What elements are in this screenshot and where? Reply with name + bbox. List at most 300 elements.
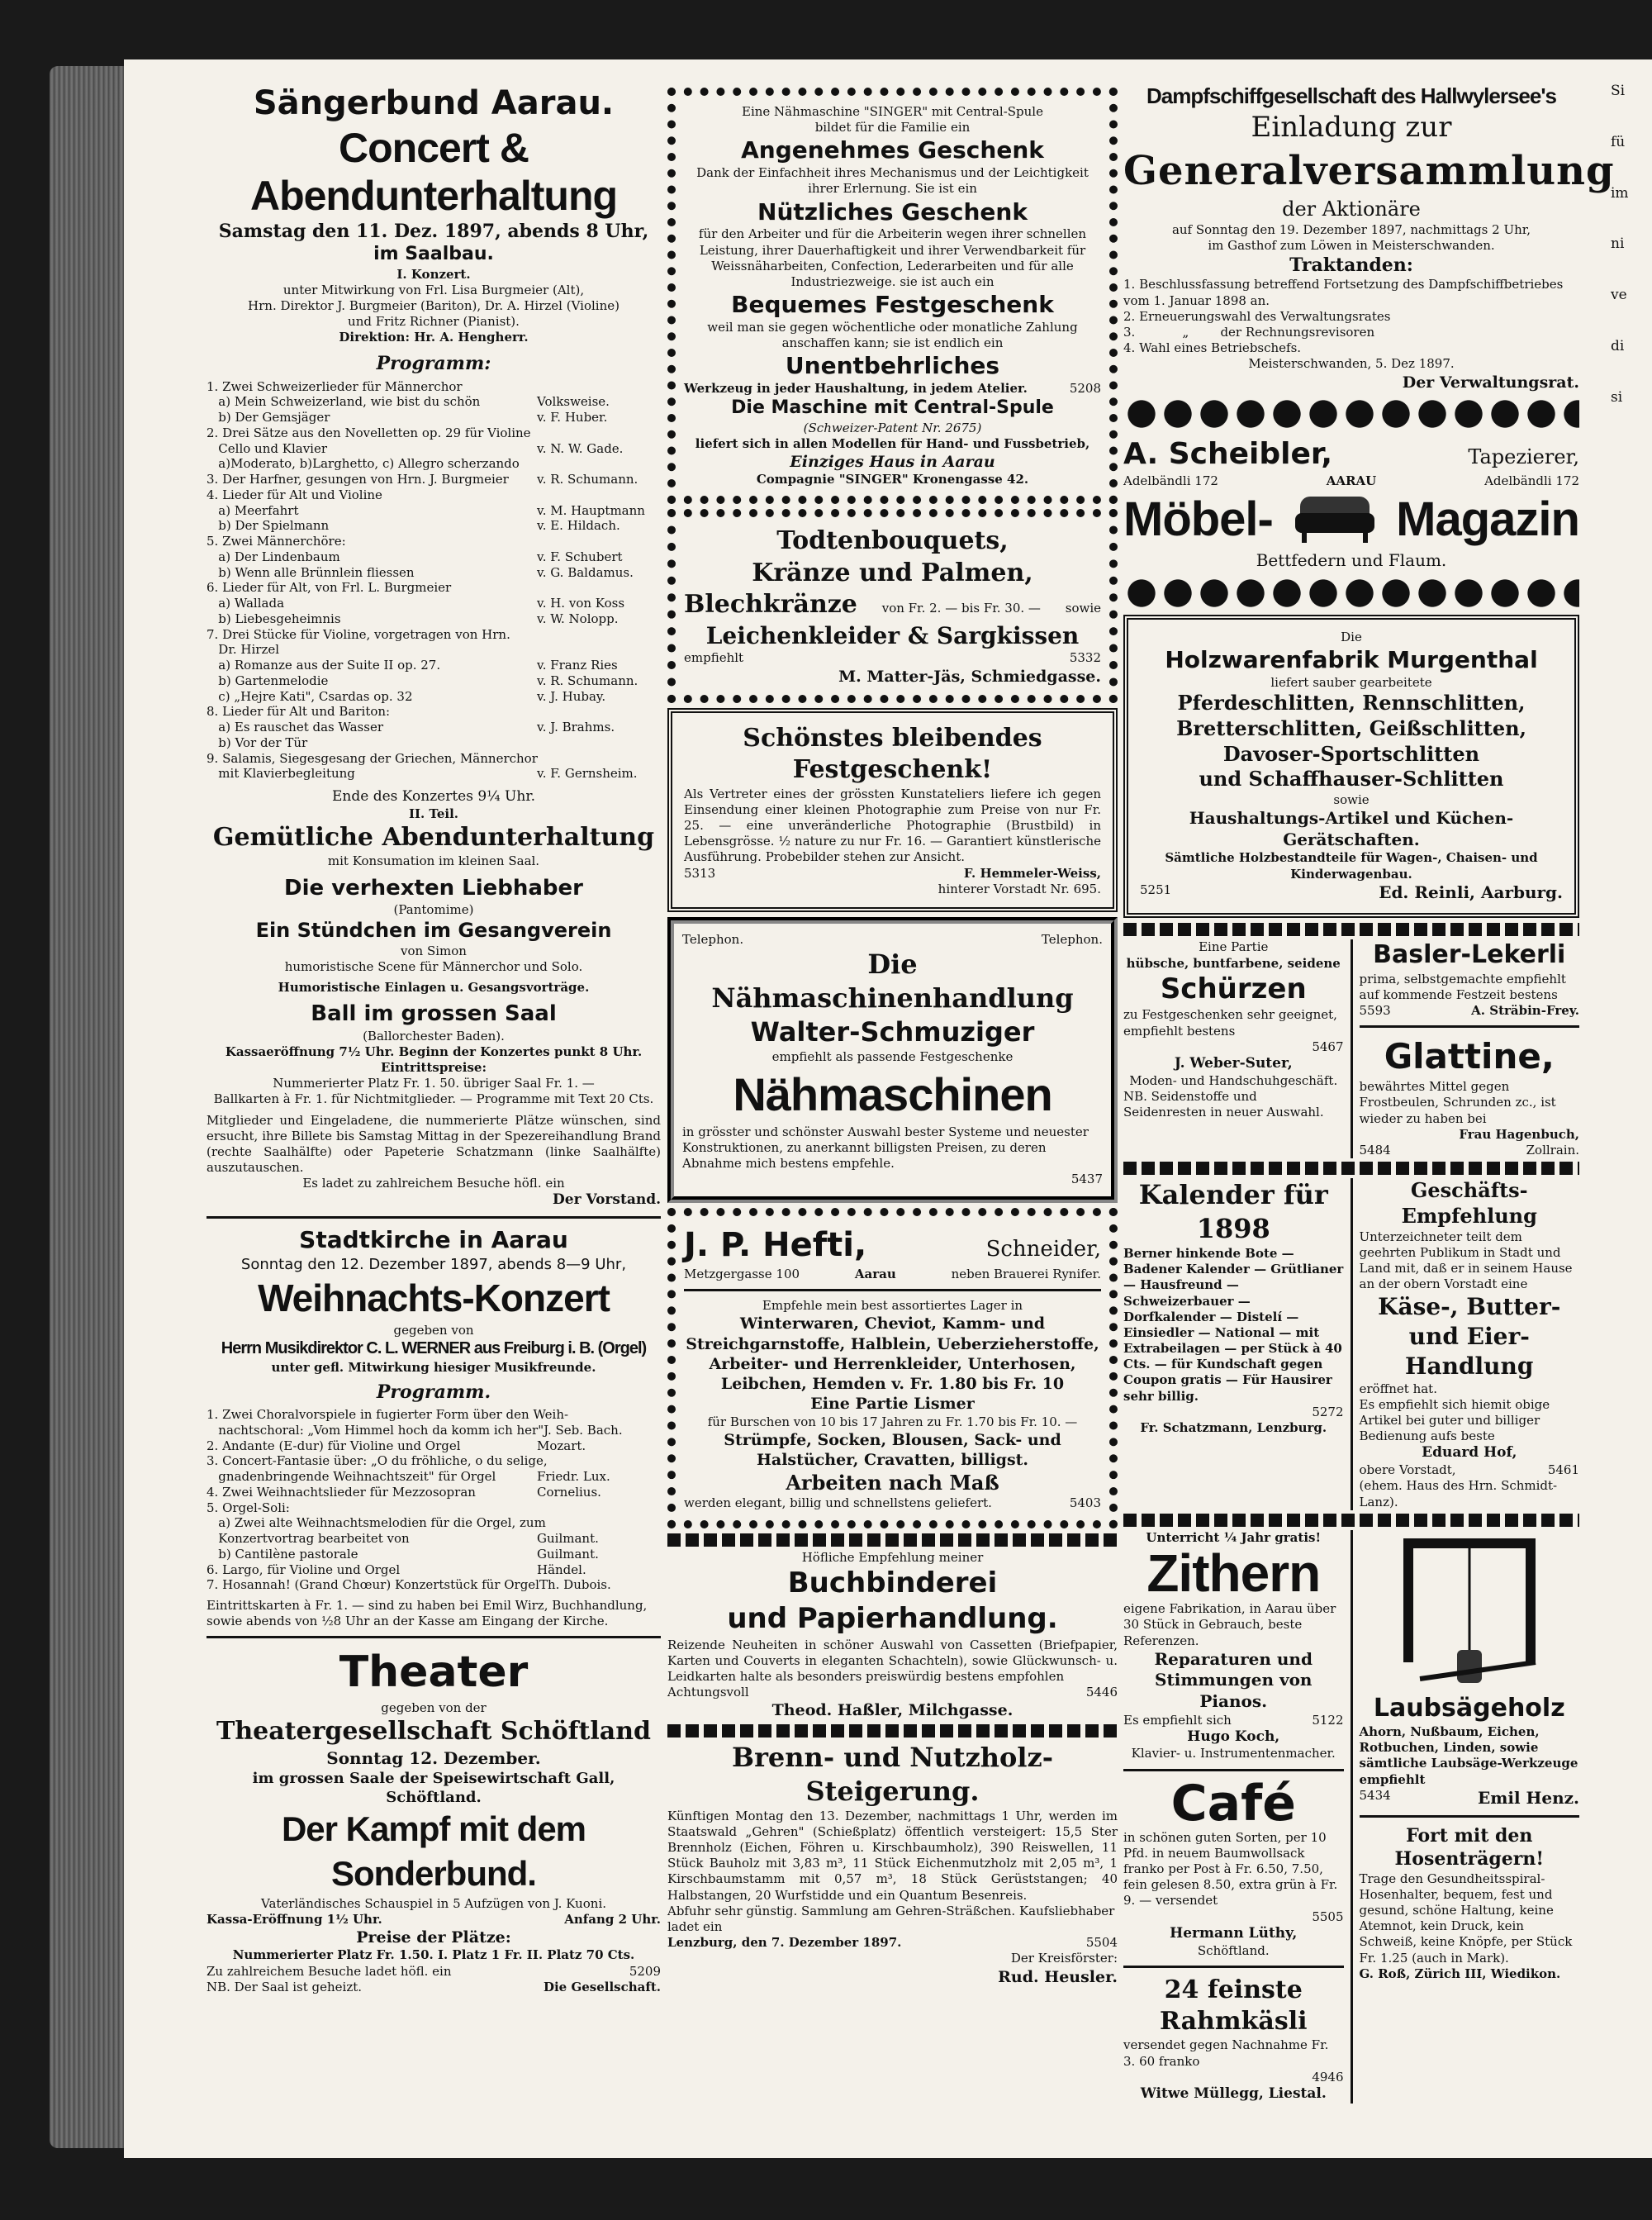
singer-h1: Angenehmes Geschenk: [741, 136, 1044, 164]
program-item: a) Wallada: [206, 596, 285, 611]
concert-venue: im Saalbau.: [373, 244, 494, 265]
program-item: 2. Andante (E-dur) für Violine und Orgel: [206, 1438, 461, 1453]
naehm-num: 5437: [1070, 1172, 1103, 1187]
schuerzen-sign: J. Weber-Suter,: [1174, 1054, 1293, 1072]
gegeben: gegeben von: [393, 1322, 474, 1338]
program-item: 2. Drei Sätze aus den Novelletten op. 29 für Violine: [206, 425, 531, 440]
concert-headline: Concert & Abendunterhaltung: [249, 125, 618, 219]
holz-h4: Davoser-Sportschlitten: [1222, 741, 1480, 766]
zithern-l3: Es empfiehlt sich: [1123, 1712, 1232, 1728]
holz-l1: liefert sauber gearbeitete: [1270, 675, 1432, 691]
program-row: [206, 720, 661, 735]
holz-h1: Holzwarenfabrik Murgenthal: [1165, 646, 1538, 674]
todten-sowie: sowie: [1065, 601, 1101, 616]
program-row: [206, 456, 661, 472]
singer-l2: bildet für die Familie ein: [814, 120, 971, 135]
geschaeft-h1: Geschäfts-Empfehlung: [1401, 1178, 1537, 1228]
concert-program: [206, 379, 661, 782]
ball-title: Ball im grossen Saal: [311, 1001, 557, 1027]
program-row: [206, 1423, 661, 1438]
column-2: [667, 83, 1118, 1987]
cut-off-text: si: [1611, 388, 1623, 406]
brenn-text: Künftigen Montag den 13. Dezember, nachmittags 1 Uhr, werden im Staatswald „Gehren" (Schießplatz) öffentlich versteigert: 15,5 Ster Brennholz (Eichen, Föhren u. Kirschbaumholz), 390 Reiswellen, 11 Stück Bauholz mit 3,83 m³, 11 Stück Eichenmutzholz mit 2,05 m³, 1 Kirschbaumstamm mit 0,57 m³, 18 Stück Gerüststangen; 40 Halbstangen, 20 Wurfstidde und ein Quantum Besenreis.: [667, 1808, 1118, 1903]
mitwirkung: unter gefl. Mitwirkung hiesiger Musikfreunde.: [271, 1359, 596, 1375]
scheibler-h1: A. Scheibler,: [1123, 436, 1333, 471]
program-row: [206, 549, 661, 565]
holz-sign: Ed. Reinli, Aarburg.: [1379, 882, 1563, 902]
hefti-l4: für Burschen von 10 bis 17 Jahren zu Fr. 1.70 bis Fr. 10. —: [707, 1414, 1078, 1429]
program-composer: Händel.: [537, 1562, 586, 1577]
direction: Direktion: Hr. A. Hengherr.: [339, 330, 529, 345]
schuerzen-l1: Eine Partie: [1199, 939, 1269, 955]
tel-left: Telephon.: [682, 932, 744, 947]
split-row-2: [1123, 1178, 1579, 1510]
hefti-a1: Metzgergasse 100: [684, 1266, 800, 1281]
geschaeft-h2: Käse-, Butter- und Eier-Handlung: [1378, 1293, 1561, 1380]
program-row: [206, 580, 661, 596]
dampf-h0: Dampfschiffgesellschaft des Hallwylersee's: [1146, 83, 1556, 108]
program-composer: v. R. Schumann.: [537, 673, 638, 688]
program-composer: [537, 379, 661, 395]
program-item: a) Zwei alte Weihnachtsmelodien für die Orgel, zum: [206, 1515, 546, 1531]
dampf-ort: Meisterschwanden, 5. Dez 1897.: [1248, 356, 1455, 372]
hefti-row: [684, 1495, 1101, 1511]
program-composer: [537, 534, 661, 549]
program-row: [206, 1469, 661, 1485]
cafe-addr: Schöftland.: [1197, 1942, 1270, 1958]
singer-l3: Dank der Einfachheit ihres Mechanismus und der Leichtigkeit ihrer Erlernung. Sie ist ein: [696, 165, 1089, 197]
ornament-stripe: [1123, 1162, 1579, 1175]
theater-sign-row: [206, 1980, 661, 1995]
program-item: 5. Zwei Männerchöre:: [206, 534, 346, 549]
program-composer: v. H. von Koss: [537, 596, 625, 611]
buch-achtung: Achtungsvoll: [667, 1685, 749, 1700]
program-item: 8. Lieder für Alt und Bariton:: [206, 704, 391, 720]
program-item: Cello und Klavier: [206, 440, 328, 456]
program-row: [206, 410, 661, 425]
brenn-sign: Rud. Heusler.: [998, 1967, 1118, 1986]
program-item: 6. Largo, für Violine und Orgel: [206, 1562, 401, 1577]
kalender-l1: Berner hinkende Bote — Badener Kalender — Grütlianer — Hausfreund — Schweizerbauer — Dorfkalender — Distelí — Einsiedler — National — mit Extrabeilagen — per Stück à 40 Cts. — für Kundschaft gegen Coupon gratis — Für Hausirer sehr billig.: [1123, 1245, 1344, 1404]
program-item: 3. Concert-Fantasie über: „O du fröhliche, o du selige,: [206, 1453, 548, 1469]
program-item: a) Der Lindenbaum: [206, 549, 340, 564]
program-row: [206, 518, 661, 534]
todten-h3: Blechkränze: [684, 590, 857, 620]
lekerli-l1: prima, selbstgemachte empfiehlt auf kommende Festzeit bestens: [1359, 971, 1566, 1002]
singer-num: 5208: [1069, 381, 1101, 397]
program-row: [206, 534, 661, 549]
hosen-l1: Trage den Gesundheitsspiral-Hosenhalter, bequem, fest und gesund, schöne Haltung, keine Atemnot, kein Druck, kein Schweiß, keine Knöpfe, per Stück Fr. 1.25 (auch in Mark).: [1359, 1871, 1573, 1966]
todten-empfiehlt: empfiehlt: [684, 650, 744, 666]
todten-h4: Leichenkleider & Sargkissen: [705, 621, 1080, 649]
program-composer: [546, 1515, 661, 1531]
holz-num: 5251: [1140, 882, 1172, 897]
program-composer: Mozart.: [537, 1438, 586, 1453]
lekerli-row: [1360, 1003, 1580, 1019]
hefti-l2: Winterwaren, Cheviot, Kamm- und Streichgarnstoffe, Halblein, Ueberzieherstoffe, Arbeiter- und Herrenkleider, Unterhosen, Leibchen, Hemden v. Fr. 1.80 bis Fr. 10: [686, 1314, 1099, 1394]
naehm-ad: [667, 917, 1118, 1203]
part2-label: II. Teil.: [408, 806, 459, 821]
vorstand-sign: Der Vorstand.: [553, 1191, 661, 1209]
split-row-3: [1123, 1530, 1579, 2104]
preise2: Ballkarten à Fr. 1. für Nichtmitglieder. — Programme mit Text 20 Cts.: [213, 1091, 654, 1107]
scheibler-h3: Magazin: [1396, 492, 1579, 547]
theater-ad: [206, 1645, 661, 1995]
todten-empf-row: [684, 650, 1101, 666]
column-3: [1123, 83, 1615, 2104]
program-composer: v. E. Hildach.: [537, 518, 620, 534]
brenn-ort: Lenzburg, den 7. Dezember 1897.: [667, 1935, 902, 1951]
buch-h1: Buchbinderei: [787, 1566, 998, 1600]
kalender-h1: Kalender für 1898: [1138, 1179, 1328, 1245]
naehm-l1: empfiehlt als passende Festgeschenke: [771, 1049, 1014, 1065]
theater-date: Sonntag 12. Dezember.: [326, 1747, 541, 1768]
program-composer: [537, 627, 661, 643]
hefti-l6: Arbeiten nach Maß: [786, 1470, 999, 1495]
dampf-h3: der Aktionäre: [1282, 197, 1421, 221]
program-row: [206, 503, 661, 519]
eintritt-title: Eintrittspreise:: [380, 1059, 487, 1075]
geschaeft-l1: Unterzeichneter teilt dem geehrten Publikum in Stadt und Land mit, daß er in seinem Hause an der obern Vorstadt eine: [1359, 1229, 1573, 1292]
geschaeft-addr: obere Vorstadt,: [1359, 1462, 1456, 1478]
program-row: [206, 1515, 661, 1531]
concert-end: Ende des Konzertes 9¼ Uhr.: [331, 788, 535, 806]
program-composer: v. F. Schubert: [537, 549, 623, 564]
program-item: 3. Der Harfner, gesungen von Hrn. J. Burgmeier: [206, 472, 509, 487]
fest-row: [684, 866, 1101, 882]
concert-date: Samstag den 11. Dez. 1897, abends 8 Uhr,: [218, 221, 649, 243]
todten-h2: Kränze und Palmen,: [752, 558, 1033, 587]
weihnachts-headline: Weihnachts-Konzert: [258, 1276, 610, 1320]
scheibler-beruf: Tapezierer,: [1468, 444, 1579, 468]
program-item: c) „Hejre Kati", Csardas op. 32: [206, 688, 413, 704]
program-item: b) Wenn alle Brünnlein fliessen: [206, 564, 415, 580]
brenn-abfuhr: Abfuhr sehr günstig. Sammlung am Gehren-Sträßchen. Kaufsliebhaber ladet ein: [667, 1903, 1115, 1934]
fest-text: Als Vertreter eines der grössten Kunstateliers liefere ich gegen Einsendung einer kleinen Photographie zum Preise von nur Fr. 25. — eine unveränderliche Photographie (Brustbild) in Lebensgrösse. ½ nature zu nur Fr. 16. — Garantiert künstlerische Ausführung. Probebilder stehen zur Ansicht.: [684, 786, 1101, 865]
program-row: [206, 441, 661, 457]
fest-ad: [667, 708, 1118, 912]
lekerli-h1: Basler-Lekerli: [1373, 940, 1566, 970]
program-composer: v. W. Nolopp.: [537, 611, 619, 626]
program-item: b) Cantilène pastorale: [206, 1546, 358, 1562]
rahm-sign: Witwe Müllegg, Liestal.: [1140, 2085, 1327, 2103]
dampf-l1: auf Sonntag den 19. Dezember 1897, nachmittags 2 Uhr,: [1171, 221, 1531, 237]
lekerli-num: 5593: [1359, 1003, 1391, 1019]
program-item: 6. Lieder für Alt, von Frl. L. Burgmeier: [206, 580, 452, 596]
cut-off-text: ve: [1611, 287, 1627, 303]
theater-sign: Die Gesellschaft.: [543, 1979, 661, 1994]
brenn-h1: Brenn- und Nutzholz-Steigerung.: [732, 1741, 1053, 1807]
laubsaege-sign: Emil Henz.: [1477, 1787, 1579, 1808]
singer-l6: Werkzeug in jeder Haushaltung, in jedem Atelier.: [684, 381, 1028, 397]
program-row: [206, 611, 661, 627]
schuerzen-nb: NB. Seidenstoffe und Seidenresten in neuer Auswahl.: [1123, 1088, 1324, 1120]
program-row: [206, 1453, 661, 1469]
program-item: a) Meerfahrt: [206, 502, 299, 518]
kirche-program: [206, 1407, 661, 1593]
hefti-ad: [667, 1208, 1118, 1528]
theater-stueck: Der Kampf mit dem Sonderbund.: [281, 1809, 586, 1893]
brenn-row: [667, 1935, 1118, 1951]
program-composer: J. Seb. Bach.: [544, 1422, 623, 1438]
scheibler-h2: Möbel-: [1123, 492, 1273, 547]
program-item: a) Mein Schweizerland, wie bist du schön: [206, 394, 481, 410]
dampf-ad: [1123, 83, 1615, 392]
glattine-num: 5484: [1359, 1142, 1391, 1158]
kalender-sign: Fr. Schatzmann, Lenzburg.: [1140, 1420, 1327, 1436]
hefti-beruf: Schneider,: [985, 1236, 1101, 1262]
rahm-num: 4946: [1312, 2069, 1344, 2085]
ornament-circles: [1123, 577, 1579, 610]
schuerzen-l2: hübsche, buntfarbene, seidene: [1126, 955, 1341, 971]
theater-kasse-row: [206, 1912, 661, 1928]
dampf-sign: Der Verwaltungsrat.: [1402, 373, 1579, 392]
theater-besuch-row: [206, 1964, 661, 1980]
program-item: Konzertvortrag bearbeitet von: [206, 1531, 410, 1547]
program-composer: [537, 704, 661, 720]
cafe-h1: Café: [1170, 1774, 1296, 1833]
holz-ad: [1123, 615, 1579, 918]
cut-off-text: fü: [1611, 133, 1626, 150]
pantomime: (Pantomime): [393, 901, 474, 917]
program-row: [206, 627, 661, 643]
program-composer: [537, 456, 661, 472]
holz-die: Die: [1341, 630, 1362, 644]
program-row: [206, 1438, 661, 1454]
scheibler-header: [1123, 435, 1579, 473]
program-composer: Volksweise.: [537, 394, 610, 410]
saengerbund-ad: [206, 83, 661, 1210]
scheibler-a1: Adelbändli 172: [1123, 473, 1218, 488]
program-row: [206, 658, 661, 673]
singer-ad: [667, 88, 1118, 504]
holz-row: [1140, 882, 1563, 904]
naehm-tel-row: [682, 932, 1103, 948]
rahm-h1: 24 feinste Rahmkäsli: [1159, 1975, 1308, 2037]
program-composer: [537, 580, 661, 596]
zithern-h2: Reparaturen und Stimmungen von Pianos.: [1154, 1648, 1313, 1711]
todten-row: [684, 589, 1101, 620]
program-composer: [538, 751, 661, 767]
divider: [206, 1636, 661, 1638]
naehm-l2: in grösster und schönster Auswahl bester Systeme und neuester Konstruktionen, zu anerkannt billigsten Preisen, zu deren Abnahme mich bestens empfehle.: [682, 1124, 1089, 1172]
program-composer: Guilmant.: [537, 1546, 599, 1562]
saw-icon: [1360, 1530, 1580, 1693]
cafe-sign: Hermann Lüthy,: [1170, 1924, 1298, 1942]
theater-besuch: Zu zahlreichem Besuche ladet höfl. ein: [206, 1963, 452, 1979]
preise1: Nummerierter Platz Fr. 1. 50. übriger Saal Fr. 1. —: [273, 1076, 595, 1091]
program-row: [206, 1485, 661, 1500]
buch-l2: Reizende Neuheiten in schöner Auswahl von Cassetten (Briefpapier, Karten und Couverts in eleganten Schachteln), sowie Glückwunsch- u. Leidkarten halte als besonders preiswürdig bestens empfohlen: [667, 1637, 1118, 1685]
divider: [1123, 1769, 1344, 1771]
fest-addr: hinterer Vorstadt Nr. 695.: [938, 881, 1101, 896]
zithern-l2: eigene Fabrikation, in Aarau über 30 Stück in Gebrauch, beste Referenzen.: [1123, 1601, 1336, 1648]
ornament-stripe: [1123, 923, 1579, 936]
geschaeft-num: 5461: [1547, 1462, 1579, 1478]
program-item: 4. Zwei Weihnachtslieder für Mezzosopran: [206, 1484, 476, 1500]
program-row: [206, 1531, 661, 1547]
program-composer: Th. Dubois.: [539, 1577, 611, 1593]
ballorchester: (Ballorchester Baden).: [363, 1028, 505, 1043]
naehm-h2: Walter-Schmuziger: [750, 1016, 1035, 1048]
saengerbund-title: Sängerbund Aarau.: [253, 84, 615, 122]
buch-ad: [667, 1550, 1118, 1721]
lekerli-sign: A. Sträbin-Frey.: [1471, 1003, 1579, 1019]
holz-h6: Haushaltungs-Artikel und Küchen-Gerätschaften.: [1189, 808, 1514, 849]
program-row: [206, 689, 661, 705]
holz-h5: und Schaffhauser-Schlitten: [1199, 767, 1504, 791]
split-row-1: [1123, 939, 1579, 1158]
program-composer: v. J. Brahms.: [537, 720, 615, 735]
program-row: [206, 472, 661, 487]
brenn-num: 5504: [1085, 1935, 1118, 1951]
konsumation: mit Konsumation im kleinen Saal.: [327, 853, 540, 869]
program-row: [206, 642, 661, 658]
kirche-programm-title: Programm.: [376, 1381, 491, 1403]
program-row: [206, 487, 661, 503]
kalender-ad: [1123, 1178, 1344, 1510]
program-item: 7. Drei Stücke für Violine, vorgetragen von Hrn.: [206, 626, 510, 642]
laubsaege-hosen: [1351, 1530, 1580, 2104]
program-composer: [537, 425, 661, 441]
program-row: [206, 565, 661, 581]
einladung: Es ladet zu zahlreichem Besuche höfl. ein: [302, 1176, 565, 1191]
scheibler-ad: [1123, 435, 1579, 572]
program-composer: Cornelius.: [537, 1484, 601, 1500]
program-row: [206, 751, 661, 767]
schuerzen-addr: Moden- und Handschuhgeschäft.: [1129, 1072, 1338, 1088]
program-row: [206, 1547, 661, 1562]
theater-saal: im grossen Saale der Speisewirtschaft Gall, Schöftland.: [252, 1770, 615, 1807]
kasse: Kassaeröffnung 7½ Uhr. Beginn der Konzertes punkt 8 Uhr.: [225, 1043, 643, 1059]
program-item: 7. Hosannah! (Grand Chœur) Konzertstück für Orgel: [206, 1577, 539, 1593]
program-row: [206, 704, 661, 720]
einlagen: Humoristische Einlagen u. Gesangsvorträge.: [278, 980, 590, 996]
brenn-ad: [667, 1741, 1118, 1987]
program-item: 9. Salamis, Siegesgesang der Griechen, Männerchor: [206, 750, 538, 766]
hefti-l1: Empfehle mein best assortiertes Lager in: [762, 1298, 1023, 1314]
programm-title: Programm:: [376, 353, 491, 375]
hefti-l7: werden elegant, billig und schnellstens geliefert.: [684, 1495, 992, 1511]
program-composer: v. N. W. Gade.: [537, 440, 624, 456]
traktanden-list: [1123, 277, 1579, 356]
column-1: [206, 83, 661, 1995]
geschaeft-ad: [1351, 1178, 1580, 1510]
scheibler-a3: Adelbändli 172: [1484, 473, 1579, 488]
program-composer: v. G. Baldamus.: [537, 564, 634, 580]
hefti-a2: Aarau: [854, 1266, 896, 1281]
naehm-h3: Nähmaschinen: [733, 1068, 1052, 1121]
gemuetlich-headline: Gemütliche Abendunterhaltung: [212, 823, 655, 853]
schuerzen-ad: [1123, 939, 1344, 1158]
column-4-fragment: [1611, 83, 1652, 440]
program-composer: v. M. Hauptmann: [537, 502, 645, 518]
theater-gesellschaft: Theatergesellschaft Schöftland: [216, 1717, 651, 1747]
zithern-addr: Klavier- u. Instrumentenmacher.: [1131, 1746, 1336, 1761]
program-composer: [568, 1407, 661, 1423]
buch-h2: und Papierhandlung.: [727, 1602, 1058, 1636]
holz-l2: Sämtliche Holzbestandteile für Wagen-, Chaisen- und Kinderwagenbau.: [1165, 850, 1538, 882]
holz-sowie: sowie: [1333, 792, 1370, 808]
program-composer: Friedr. Lux.: [537, 1469, 610, 1485]
singer-h2: Nützliches Geschenk: [757, 197, 1028, 226]
program-composer: [537, 735, 661, 751]
hefti-a3: neben Brauerei Rynifer.: [951, 1266, 1101, 1281]
mitwirkung-line3: und Fritz Richner (Pianist).: [348, 314, 520, 330]
zithern-row: [1123, 1713, 1344, 1728]
rahm-l1: versendet gegen Nachnahme Fr. 3. 60 franko: [1123, 2037, 1329, 2069]
dampf-h2: Generalversammlung: [1123, 147, 1615, 194]
todten-h1: Todtenbouquets,: [776, 526, 1009, 556]
program-composer: v. J. Hubay.: [537, 688, 606, 704]
laubsaege-row: [1360, 1788, 1580, 1809]
hefti-addr-row: [684, 1267, 1101, 1282]
program-item: b) Der Spielmann: [206, 518, 330, 534]
program-composer: v. F. Gernsheim.: [537, 766, 638, 782]
dampf-l2: im Gasthof zum Löwen in Meisterschwanden.: [1208, 238, 1495, 254]
traktanden-item: 4. Wahl eines Betriebschefs.: [1123, 340, 1302, 356]
singer-l4: für den Arbeiter und für die Arbeiterin wegen ihrer schnellen Leistung, ihrer Dauerhaftigkeit und ihrer Verwendbarkeit für Weissnäharbeiten, Confection, Lederarbeiten und für alle Industriezweige. sie ist auch ein: [698, 226, 1087, 289]
program-composer: v. R. Schumann.: [537, 472, 638, 487]
schuerzen-num: 5467: [1312, 1039, 1344, 1054]
program-row: [206, 425, 661, 441]
holz-h2: Pferdeschlitten, Rennschlitten,: [1177, 691, 1526, 715]
cut-off-text: ni: [1611, 235, 1625, 253]
program-row: [206, 1500, 661, 1516]
ornament-stripe: [667, 1724, 1118, 1737]
cafe-l1: in schönen guten Sorten, per 10 Pfd. in neuem Baumwollsack franko per Post à Fr. 6.50, 7.50, fein gelesen 8.50, extra grün à Fr. 9. — versendet: [1123, 1829, 1338, 1909]
cut-off-text: Si: [1611, 83, 1626, 99]
program-row: [206, 596, 661, 611]
holz-h3: Bretterschlitten, Geißschlitten,: [1176, 715, 1526, 740]
program-item: a) Romanze aus der Suite II op. 27.: [206, 658, 441, 673]
singer-row: [684, 381, 1101, 397]
theater-gegeben: gegeben von der: [381, 1700, 487, 1716]
program-item: b) Der Gemsjäger: [206, 410, 330, 425]
program-composer: [537, 1500, 661, 1516]
program-item: 4. Lieder für Alt und Violine: [206, 487, 382, 502]
theater-preise-title: Preise der Plätze:: [356, 1928, 511, 1947]
zithern-cafe: [1123, 1530, 1344, 2104]
dampf-trakt: Traktanden:: [1289, 254, 1413, 277]
fest-sign: F. Hemmeler-Weiss,: [963, 865, 1101, 881]
divider: [1360, 1815, 1580, 1818]
mitglieder-note: Mitglieder und Eingeladene, die nummerierte Plätze wünschen, sind ersucht, ihre Billete bis Samstag Mittag in der Spezereihandlung Brand (rechte Saalhälfte) oder Papeterie Schatzmann (linke Saalhälfte) auszutauschen.: [206, 1112, 661, 1176]
part1-label: I. Konzert.: [396, 266, 471, 282]
program-row: [206, 1577, 661, 1593]
hosen-sign: G. Roß, Zürich III, Wiedikon.: [1359, 1966, 1561, 1981]
divider: [1123, 1966, 1344, 1968]
moebel-row: [1123, 489, 1579, 550]
fest-num: 5313: [684, 865, 716, 881]
todten-preis: von Fr. 2. — bis Fr. 30. —: [881, 601, 1041, 616]
mitwirkung-line2: Hrn. Direktor J. Burgmeier (Bariton), Dr. A. Hirzel (Violine): [248, 297, 620, 313]
buch-num: 5446: [1085, 1685, 1118, 1700]
divider: [206, 1216, 661, 1219]
program-item: b) Liebesgeheimnis: [206, 611, 341, 626]
kasse-right: Anfang 2 Uhr.: [564, 1911, 661, 1927]
program-item: mit Klavierbegleitung: [206, 766, 355, 782]
theater-nb: NB. Der Saal ist geheizt.: [206, 1979, 363, 1994]
glattine-h1: Glattine,: [1384, 1036, 1555, 1077]
program-row: [206, 1407, 661, 1423]
program-row: [206, 735, 661, 751]
stadtkirche-date: Sonntag den 12. Dezember 1897, abends 8—9 Uhr,: [240, 1256, 627, 1274]
theater-untertitel: Vaterländisches Schauspiel in 5 Aufzügen von J. Kuoni.: [260, 1895, 607, 1911]
program-composer: [537, 642, 661, 658]
program-item: b) Vor der Tür: [206, 734, 308, 750]
program-item: b) Gartenmelodie: [206, 673, 329, 688]
